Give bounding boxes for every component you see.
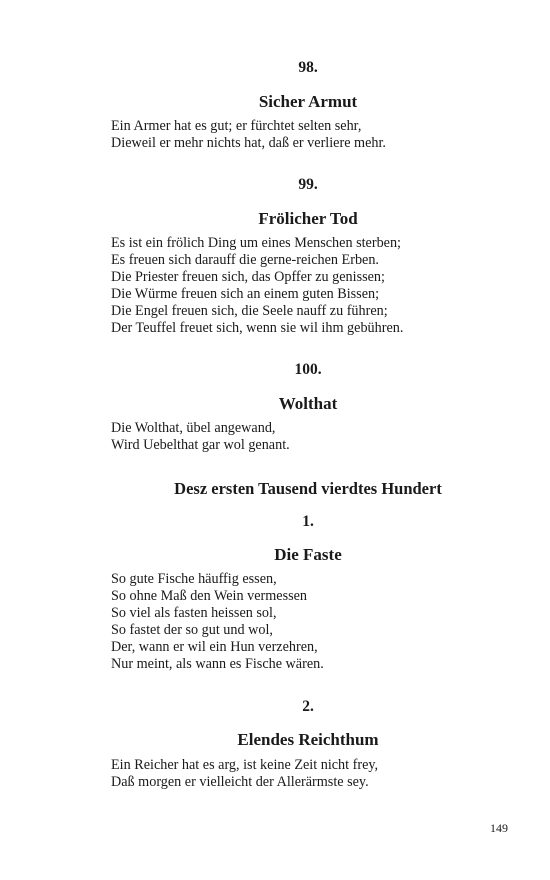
verse-line: Nur meint, als wann es Fische wären. (111, 656, 324, 672)
verse-line: So gute Fische häuffig essen, (111, 571, 277, 587)
poem-verse (111, 420, 511, 454)
verse-line: So fastet der so gut und wol, (111, 622, 273, 638)
verse-line: So ohne Maß den Wein vermessen (111, 588, 307, 604)
verse-line: Der, wann er wil ein Hun verzehren, (111, 639, 318, 655)
verse-line: Es ist ein frölich Ding um eines Menschen sterben; (111, 235, 401, 251)
verse-line: Wird Uebelthat gar wol genant. (111, 437, 290, 453)
poem-verse (111, 235, 511, 337)
verse-line: Ein Armer hat es gut; er fürchtet selten sehr, (111, 118, 362, 134)
verse-line: Daß morgen er vielleicht der Allerärmste sey. (111, 774, 369, 790)
poem-verse (111, 571, 511, 673)
poem-title: Wolthat (278, 394, 338, 413)
poem-number: 98. (298, 59, 318, 76)
poem-number: 99. (298, 176, 318, 193)
poem-verse (111, 118, 511, 152)
verse-line: Dieweil er mehr nichts hat, daß er verliere mehr. (111, 135, 386, 151)
poem-title: Frölicher Tod (258, 209, 358, 228)
verse-line: So viel als fasten heissen sol, (111, 605, 277, 621)
verse-line: Es freuen sich darauff die gerne-reichen Erben. (111, 252, 379, 268)
poem-verse (111, 757, 511, 791)
section-heading: Desz ersten Tausend vierdtes Hundert (174, 479, 442, 498)
poem-number: 1. (302, 513, 314, 530)
poem-title: Sicher Armut (258, 92, 358, 111)
verse-line: Die Würme freuen sich an einem guten Bissen; (111, 286, 380, 302)
poem-number: 2. (302, 698, 314, 715)
page-number: 149 (490, 821, 508, 835)
verse-line: Die Engel freuen sich, die Seele nauff zu führen; (111, 303, 388, 319)
verse-line: Der Teuffel freuet sich, wenn sie wil ihm gebühren. (111, 320, 404, 336)
verse-line: Ein Reicher hat es arg, ist keine Zeit nicht frey, (111, 757, 379, 773)
poem-title: Elendes Reichthum (237, 730, 379, 749)
poem-number: 100. (294, 361, 322, 378)
verse-line: Die Priester freuen sich, das Opffer zu genissen; (111, 269, 385, 285)
verse-line: Die Wolthat, übel angewand, (111, 420, 276, 436)
poem-title: Die Faste (274, 545, 342, 564)
